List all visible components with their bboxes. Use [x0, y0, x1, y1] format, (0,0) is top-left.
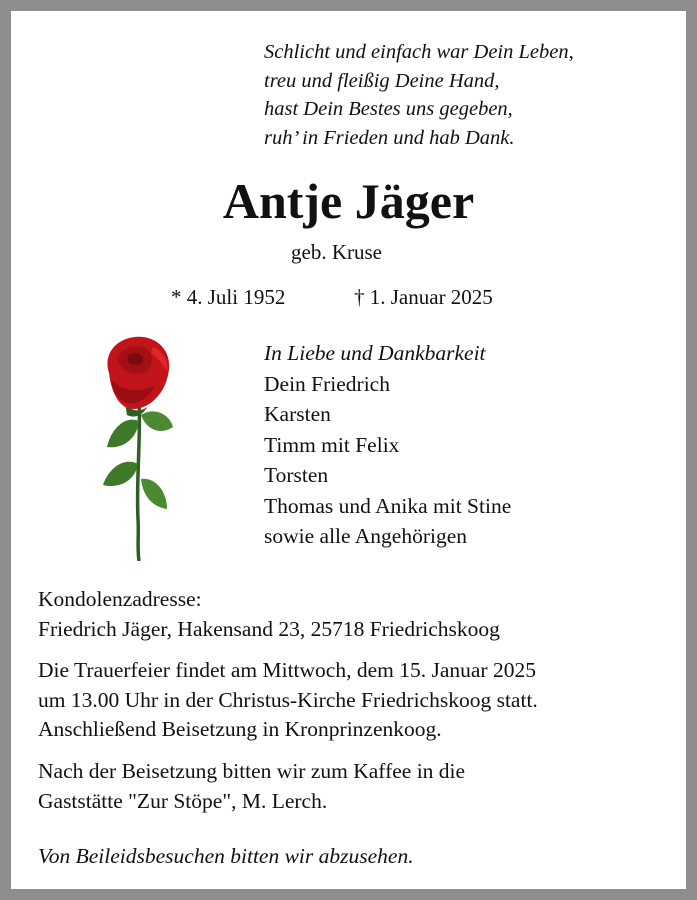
funeral-ceremony-info [38, 656, 538, 745]
condolence-label: Kondolenzadresse: [38, 587, 202, 611]
death-date: † 1. Januar 2025 [354, 285, 493, 309]
deceased-name: Antje Jäger [222, 173, 475, 229]
ceremony-line: Anschließend Beisetzung in Kronprinzenkoog. [38, 717, 442, 741]
mourner-name: Timm mit Felix [264, 432, 400, 457]
mourner-name: Thomas und Anika mit Stine [264, 493, 512, 518]
coffee-line: Nach der Beisetzung bitten wir zum Kaffee in die [38, 759, 466, 783]
poem-line: hast Dein Bestes uns gegeben, [264, 98, 513, 120]
condolence-address-line: Friedrich Jäger, Hakensand 23, 25718 Friedrichskoog [38, 616, 500, 641]
ceremony-line: Die Trauerfeier findet am Mittwoch, dem 15. Januar 2025 [38, 658, 536, 682]
mourner-name: Dein Friedrich [264, 371, 390, 396]
coffee-line: Gaststätte "Zur Stöpe", M. Lerch. [38, 788, 328, 813]
poem-line: ruh’ in Frieden und hab Dank. [264, 126, 515, 149]
condolence-address [38, 585, 500, 644]
mourner-name: Karsten [264, 402, 331, 426]
rose-leaf [141, 411, 173, 431]
birth-date: * 4. Juli 1952 [171, 285, 286, 309]
ceremony-line: um 13.00 Uhr in der Christus-Kirche Friedrichskoog statt. [38, 687, 538, 712]
mourners-lead: In Liebe und Dankbarkeit [264, 341, 486, 365]
rose-leaf [107, 420, 139, 448]
closing-note: Von Beileidsbesuchen bitten wir abzusehen. [38, 844, 414, 868]
poem-line: treu und fleißig Deine Hand, [264, 69, 500, 92]
mourners-list [264, 338, 511, 552]
rose-leaf [103, 462, 138, 486]
coffee-invitation [38, 757, 465, 816]
mourner-name: sowie alle Angehörigen [264, 524, 468, 548]
rose-leaf [141, 479, 167, 509]
maiden-name: geb. Kruse [291, 240, 382, 264]
memorial-poem [264, 38, 574, 152]
red-rose-icon [81, 329, 191, 561]
poem-line: Schlicht und einfach war Dein Leben, [264, 41, 574, 63]
obituary-notice [11, 11, 686, 889]
mourner-name: Torsten [264, 463, 329, 487]
